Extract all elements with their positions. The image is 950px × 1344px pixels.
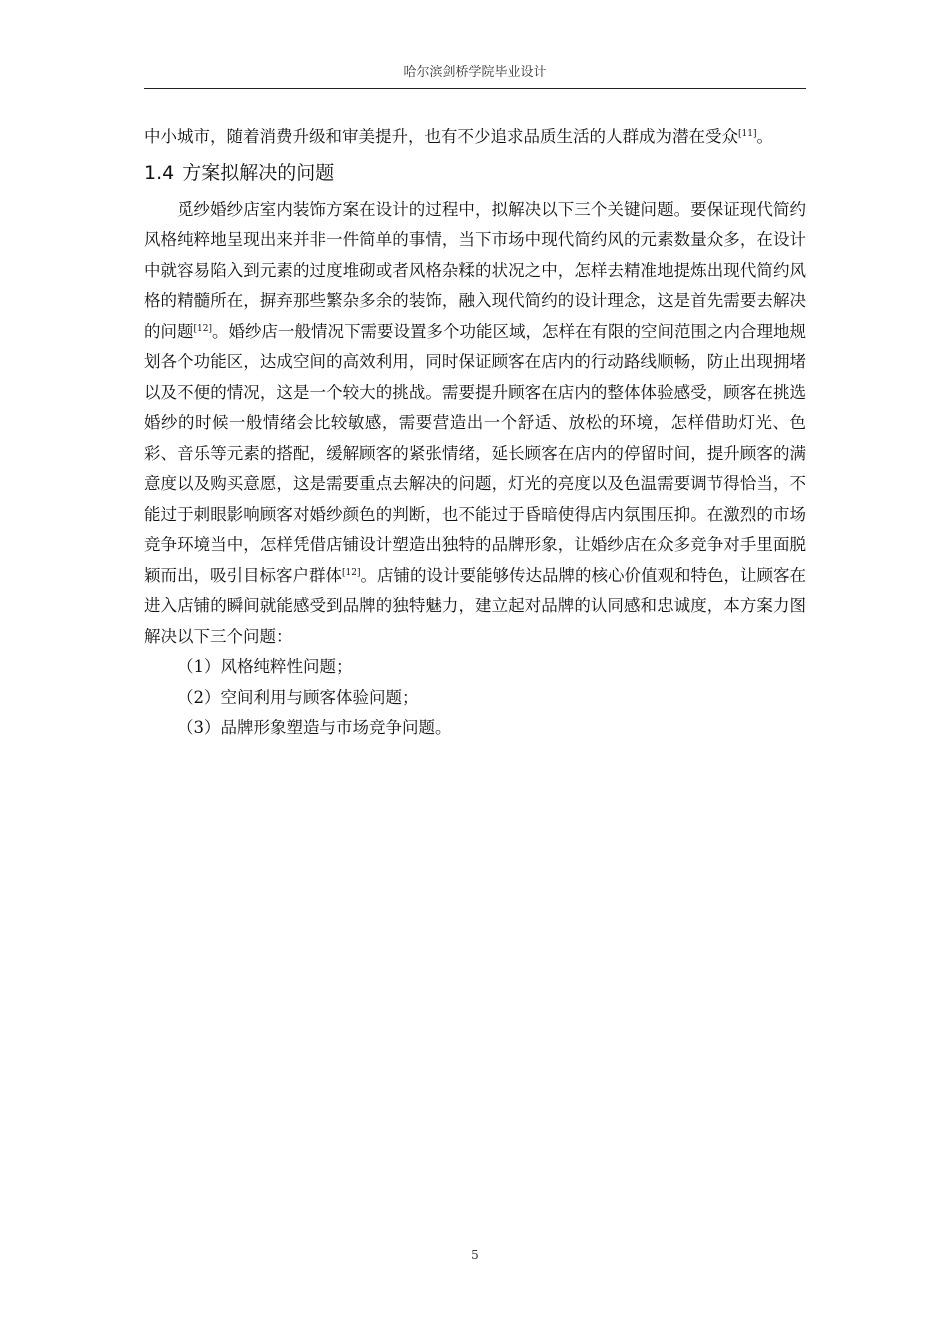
section-heading <box>144 156 806 190</box>
page-number: 5 <box>471 1248 479 1262</box>
citation-ref: [12] <box>193 323 212 334</box>
list-item: （1）风格纯粹性问题； <box>177 657 353 676</box>
body-text-1: 觅纱婚纱店室内装饰方案在设计的过程中，拟解决以下三个关键问题。要保证现代简约风格纯粹地呈现出来并非一件简单的事情，当下市场中现代简约风的元素数量众多，在设计中就容易陷入到元素的过度堆砌或者风格杂糅的状况之中，怎样去精准地提炼出现代简约风格的精髓所在，摒弃那些繁杂多余的装饰，融入现代简约的设计理念，这是首先需要去解决的问题 <box>144 199 806 341</box>
list-item: （3）品牌形象塑造与市场竞争问题。 <box>177 718 452 737</box>
intro-text: 中小城市，随着消费升级和审美提升，也有不少追求品质生活的人群成为潜在受众 <box>144 127 738 146</box>
page-header: 哈尔滨剑桥学院毕业设计 <box>144 66 806 89</box>
body-paragraph <box>144 195 806 653</box>
citation-ref: [12] <box>342 567 361 578</box>
body-text-3: 。店铺的设计要能够传达品牌的核心价值观和特色，让顾客在进入店铺的瞬间就能感受到品牌的独特魅力，建立起对品牌的认同感和忠诚度，本方案力图解决以下三个问题： <box>144 565 807 646</box>
section-number: 1.4 <box>144 161 175 184</box>
citation-ref: [11] <box>738 129 757 139</box>
intro-paragraph <box>144 122 806 153</box>
list-item: （2）空间利用与顾客体验问题； <box>177 687 419 707</box>
body-text-2: 。婚纱店一般情况下需要设置多个功能区域，怎样在有限的空间范围之内合理地规划各个功能区，达成空间的高效利用，同时保证顾客在店内的行动路线顺畅，防止出现拥堵以及不便的情况，这是一个较大的挑战。需要提升顾客在店内的整体体验感受，顾客在挑选婚纱的时候一般情绪会比较敏感，需要营造出一个舒适、放松的环境，怎样借助灯光、色彩、音乐等元素的搭配，缓解顾客的紧张情绪，延长顾客在店内的停留时间，提升顾客的满意度以及购买意愿，这是需要重点去解决的问题，灯光的亮度以及色温需要调节得恰当，不能过于刺眼影响顾客对婚纱颜色的判断，也不能过于昏暗使得店内氛围压抑。在激烈的市场竞争环境当中，怎样凭借店铺设计塑造出独特的品牌形象，让婚纱店在众多竞争对手里面脱颖而出，吸引目标客户群体 <box>144 321 807 585</box>
section-title: 方案拟解决的问题 <box>182 161 335 184</box>
intro-end: 。 <box>756 127 773 146</box>
document-body <box>144 122 806 744</box>
